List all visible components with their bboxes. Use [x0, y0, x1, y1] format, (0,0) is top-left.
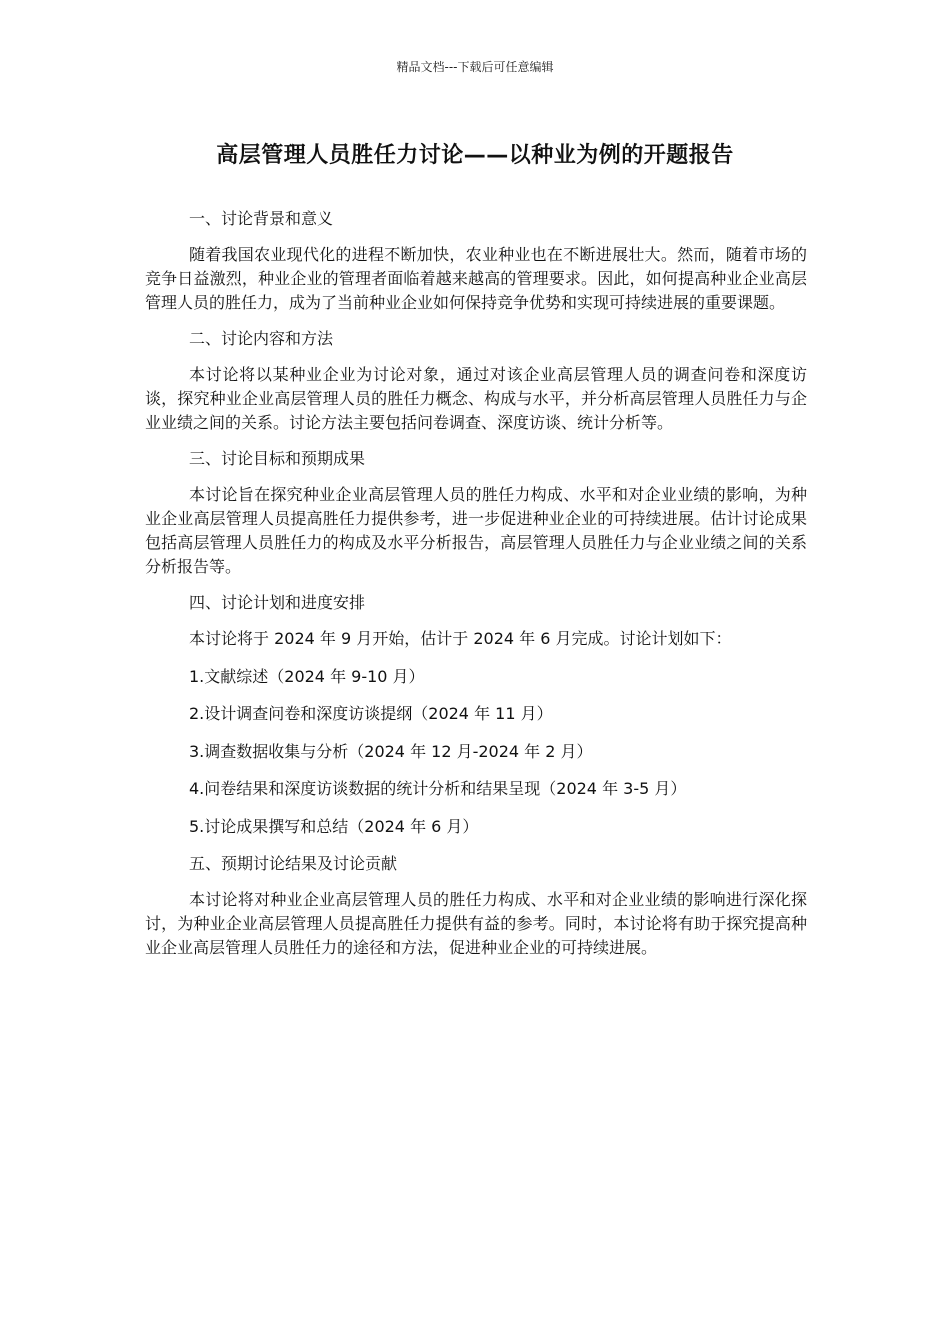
- section-paragraph: 本讨论旨在探究种业企业高层管理人员的胜任力构成、水平和对企业业绩的影响，为种业企业高层管理人员提高胜任力提供参考，进一步促进种业企业的可持续进展。估计讨论成果包括高层管理人员胜任力的构成及水平分析报告，高层管理人员胜任力与企业业绩之间的关系分析报告等。: [145, 485, 807, 576]
- section-content-method: [145, 327, 807, 435]
- list-item: 2.设计调查问卷和深度访谈提纲（2024 年 11 月）: [189, 704, 553, 723]
- section-heading: 五、预期讨论结果及讨论贡献: [189, 854, 398, 873]
- list-item: 5.讨论成果撰写和总结（2024 年 6 月）: [189, 816, 479, 836]
- list-item: 3.调查数据收集与分析（2024 年 12 月-2024 年 2 月）: [189, 741, 593, 761]
- document-title: 高层管理人员胜任力讨论——以种业为例的开题报告: [216, 143, 734, 168]
- list-item: 4.问卷结果和深度访谈数据的统计分析和结果呈现（2024 年 3-5 月）: [189, 779, 687, 798]
- page-header-note: 精品文档---下载后可任意编辑: [396, 60, 554, 74]
- section-expected-results: [145, 852, 807, 960]
- section-background: [145, 207, 807, 315]
- section-heading: 四、讨论计划和进度安排: [189, 593, 366, 612]
- section-paragraph: 本讨论将对种业企业高层管理人员的胜任力构成、水平和对企业业绩的影响进行深化探讨，为种业企业高层管理人员提高胜任力提供有益的参考。同时，本讨论将有助于探究提高种业企业高层管理人员胜任力的途径和方法，促进种业企业的可持续进展。: [145, 890, 807, 957]
- section-heading: 三、讨论目标和预期成果: [189, 449, 366, 468]
- list-item: 1.文献综述（2024 年 9-10 月）: [189, 666, 425, 686]
- section-goals: [145, 447, 807, 579]
- section-heading: 二、讨论内容和方法: [189, 329, 334, 348]
- section-paragraph: 本讨论将于 2024 年 9 月开始，估计于 2024 年 6 月完成。讨论计划如下：: [189, 629, 732, 648]
- section-heading: 一、讨论背景和意义: [189, 209, 334, 228]
- section-schedule: [145, 591, 807, 839]
- section-paragraph: 本讨论将以某种业企业为讨论对象，通过对该企业高层管理人员的调查问卷和深度访谈，探究种业企业高层管理人员的胜任力概念、构成与水平，并分析高层管理人员胜任力与企业业绩之间的关系。讨论方法主要包括问卷调查、深度访谈、统计分析等。: [145, 365, 807, 432]
- section-paragraph: 随着我国农业现代化的进程不断加快，农业种业也在不断进展壮大。然而，随着市场的竞争日益激烈，种业企业的管理者面临着越来越高的管理要求。因此，如何提高种业企业高层管理人员的胜任力，成为了当前种业企业如何保持竞争优势和实现可持续进展的重要课题。: [145, 245, 807, 312]
- document-body: [145, 207, 807, 972]
